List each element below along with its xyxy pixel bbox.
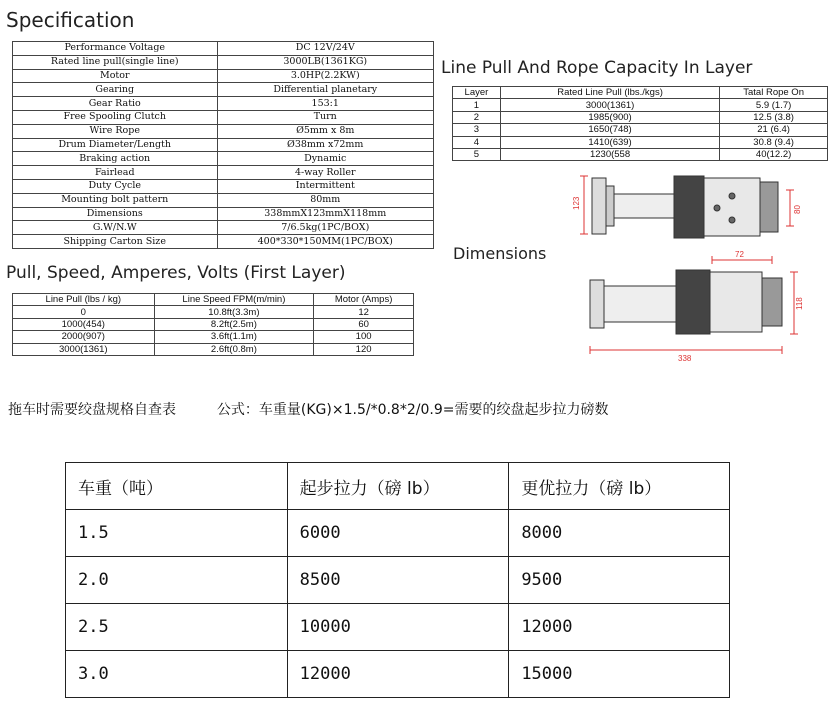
spec-row [13, 55, 434, 69]
layer-cell: 4 [453, 136, 501, 148]
formula-left: 拖车时需要绞盘规格自查表 [8, 402, 176, 418]
spec-row [13, 69, 434, 83]
winch-front-view [580, 176, 794, 238]
spec-value: Turn [217, 110, 434, 124]
spec-row [13, 97, 434, 111]
spec-label: Dimensions [13, 207, 218, 221]
spec-label: Fairlead [13, 166, 218, 180]
layer-row [453, 111, 828, 123]
spec-row [13, 138, 434, 152]
spec-title: Specification [6, 8, 135, 32]
spec-value: Dynamic [217, 152, 434, 166]
pull-cell: 3.6ft(1.1m) [154, 331, 314, 343]
layer-header: Tatal Rope On [720, 87, 828, 99]
cn-cell: 6000 [287, 510, 509, 557]
spec-row [13, 235, 434, 249]
spec-row [13, 124, 434, 138]
layer-table [452, 86, 828, 161]
spec-value: DC 12V/24V [217, 42, 434, 56]
dim-label-118: 118 [795, 297, 804, 310]
layer-cell: 21 (6.4) [720, 124, 828, 136]
cn-header-row [66, 463, 730, 510]
cn-cell: 3.0 [66, 651, 288, 698]
formula-right: 公式：车重量(KG)×1.5/*0.8*2/0.9=需要的绞盘起步拉力磅数 [216, 402, 609, 418]
winch-side-view [590, 256, 798, 354]
pull-cell: 2.6ft(0.8m) [154, 343, 314, 355]
layer-cell: 30.8 (9.4) [720, 136, 828, 148]
spec-row [13, 221, 434, 235]
pull-header: Line Speed FPM(m/min) [154, 294, 314, 306]
layer-cell: 5 [453, 148, 501, 160]
spec-label: Wire Rope [13, 124, 218, 138]
spec-label: Motor [13, 69, 218, 83]
pull-cell: 0 [13, 306, 155, 318]
layer-row [453, 124, 828, 136]
cn-cell: 12000 [509, 604, 730, 651]
spec-value: 400*330*150MM(1PC/BOX) [217, 235, 434, 249]
spec-label: Free Spooling Clutch [13, 110, 218, 124]
cn-row [66, 604, 730, 651]
layer-title: Line Pull And Rope Capacity In Layer [441, 58, 753, 78]
pull-header: Line Pull (lbs / kg) [13, 294, 155, 306]
cn-row [66, 557, 730, 604]
spec-value: Ø38mm x72mm [217, 138, 434, 152]
spec-label: Gear Ratio [13, 97, 218, 111]
spec-row [13, 166, 434, 180]
spec-row [13, 207, 434, 221]
cn-cell: 8500 [287, 557, 509, 604]
spec-label: Braking action [13, 152, 218, 166]
cn-header: 更优拉力（磅 lb） [509, 463, 730, 510]
spec-row [13, 152, 434, 166]
spec-value: Differential planetary [217, 83, 434, 97]
spec-label: G.W/N.W [13, 221, 218, 235]
layer-cell: 40(12.2) [720, 148, 828, 160]
layer-cell: 3 [453, 124, 501, 136]
cn-cell: 15000 [509, 651, 730, 698]
spec-value: 3000LB(1361KG) [217, 55, 434, 69]
spec-value: 338mmX123mmX118mm [217, 207, 434, 221]
dim-label-72: 72 [735, 250, 744, 259]
pull-cell: 2000(907) [13, 331, 155, 343]
pull-cell: 120 [314, 343, 414, 355]
cn-cell: 10000 [287, 604, 509, 651]
spec-row [13, 42, 434, 56]
cn-cell: 12000 [287, 651, 509, 698]
winch-dimension-drawing [572, 168, 812, 366]
vehicle-weight-table [65, 462, 730, 698]
dim-label-80: 80 [793, 205, 802, 214]
spec-label: Gearing [13, 83, 218, 97]
dim-label-338: 338 [678, 354, 692, 363]
layer-cell: 2 [453, 111, 501, 123]
layer-cell: 1985(900) [500, 111, 719, 123]
layer-cell: 5.9 (1.7) [720, 99, 828, 111]
cn-cell: 1.5 [66, 510, 288, 557]
layer-header: Layer [453, 87, 501, 99]
pull-cell: 10.8ft(3.3m) [154, 306, 314, 318]
pull-cell: 12 [314, 306, 414, 318]
cn-header: 起步拉力（磅 lb） [287, 463, 509, 510]
layer-cell: 1650(748) [500, 124, 719, 136]
layer-cell: 1230(558 [500, 148, 719, 160]
layer-cell: 3000(1361) [500, 99, 719, 111]
dimensions-title: Dimensions [453, 244, 547, 263]
spec-table [12, 41, 434, 249]
pull-cell: 100 [314, 331, 414, 343]
pull-cell: 60 [314, 318, 414, 330]
dim-label-123: 123 [572, 196, 581, 210]
spec-value: Intermittent [217, 179, 434, 193]
pull-cell: 3000(1361) [13, 343, 155, 355]
spec-value: 153:1 [217, 97, 434, 111]
layer-row [453, 99, 828, 111]
spec-value: 80mm [217, 193, 434, 207]
pull-table [12, 293, 414, 356]
spec-label: Performance Voltage [13, 42, 218, 56]
spec-value: 7/6.5kg(1PC/BOX) [217, 221, 434, 235]
spec-value: 3.0HP(2.2KW) [217, 69, 434, 83]
pull-cell: 1000(454) [13, 318, 155, 330]
layer-cell: 12.5 (3.8) [720, 111, 828, 123]
layer-header: Rated Line Pull (lbs./kgs) [500, 87, 719, 99]
cn-cell: 2.5 [66, 604, 288, 651]
spec-row [13, 83, 434, 97]
pull-title: Pull, Speed, Amperes, Volts (First Layer) [6, 263, 346, 283]
spec-value: 4-way Roller [217, 166, 434, 180]
spec-row [13, 193, 434, 207]
layer-row [453, 136, 828, 148]
pull-row [13, 331, 414, 343]
spec-label: Rated line pull(single line) [13, 55, 218, 69]
pull-cell: 8.2ft(2.5m) [154, 318, 314, 330]
cn-cell: 8000 [509, 510, 730, 557]
pull-row [13, 318, 414, 330]
layer-cell: 1410(639) [500, 136, 719, 148]
spec-label: Drum Diameter/Length [13, 138, 218, 152]
pull-row [13, 306, 414, 318]
spec-label: Duty Cycle [13, 179, 218, 193]
spec-row [13, 179, 434, 193]
layer-row [453, 148, 828, 160]
cn-header: 车重（吨） [66, 463, 288, 510]
spec-value: Ø5mm x 8m [217, 124, 434, 138]
pull-row [13, 343, 414, 355]
spec-label: Shipping Carton Size [13, 235, 218, 249]
formula-line [8, 399, 608, 419]
spec-label: Mounting bolt pattern [13, 193, 218, 207]
spec-row [13, 110, 434, 124]
cn-row [66, 651, 730, 698]
cn-cell: 2.0 [66, 557, 288, 604]
cn-row [66, 510, 730, 557]
pull-header: Motor (Amps) [314, 294, 414, 306]
layer-cell: 1 [453, 99, 501, 111]
cn-cell: 9500 [509, 557, 730, 604]
